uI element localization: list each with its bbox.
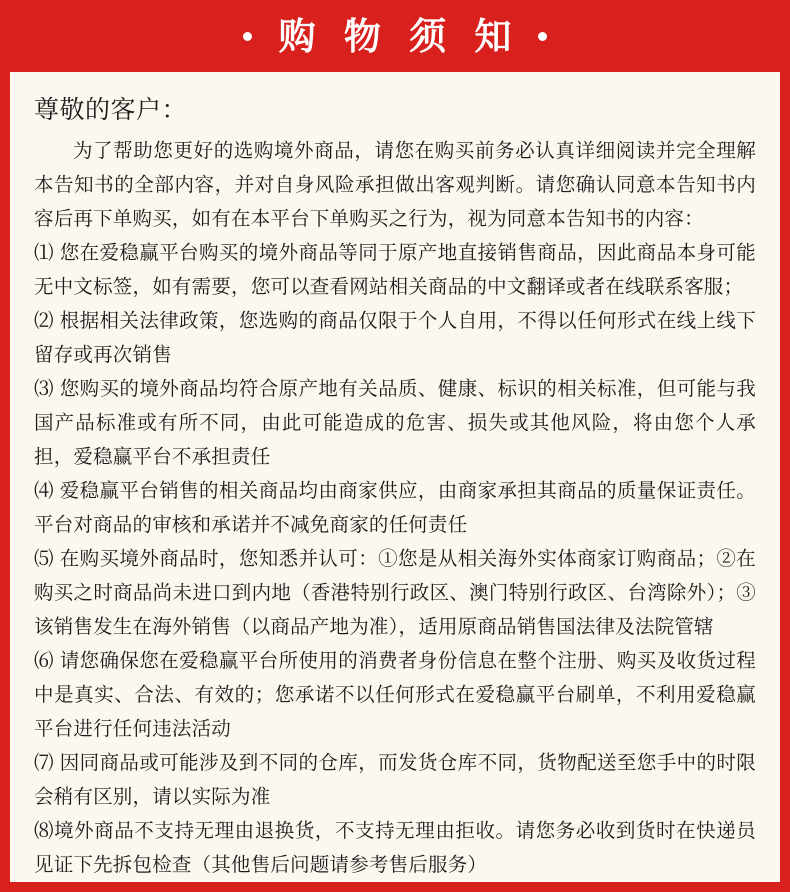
notice-body-card bbox=[10, 72, 780, 882]
bullet-dot-left-icon bbox=[243, 32, 252, 41]
clause-item: ⑹ 请您确保您在爱稳赢平台所使用的消费者身份信息在整个注册、购买及收货过程中是真实、合法、有效的；您承诺不以任何形式在爱稳赢平台刷单，不利用爱稳赢平台进行任何违法活动 bbox=[34, 649, 756, 740]
salutation: 尊敬的客户： bbox=[34, 96, 188, 124]
bullet-dot-right-icon bbox=[538, 32, 547, 41]
clause-item: ⑸ 在购买境外商品时，您知悉并认可：①您是从相关海外实体商家订购商品；②在购买之时商品尚未进口到内地（香港特别行政区、澳门特别行政区、台湾除外）；③该销售发生在海外销售（以商品产地为准），适用原商品销售国法律及法院管辖 bbox=[34, 547, 756, 638]
clause-item: ⑷ 爱稳赢平台销售的相关商品均由商家供应，由商家承担其商品的质量保证责任。平台对商品的审核和承诺并不减免商家的任何责任 bbox=[34, 479, 756, 536]
intro-paragraph: 为了帮助您更好的选购境外商品，请您在购买前务必认真详细阅读并完全理解本告知书的全部内容，并对自身风险承担做出客观判断。请您确认同意本告知书内容后再下单购买，如有在本平台下单购买之行为，视为同意本告知书的内容： bbox=[34, 139, 756, 230]
clause-item: ⑶ 您购买的境外商品均符合原产地有关品质、健康、标识的相关标准，但可能与我国产品标准或有所不同，由此可能造成的危害、损失或其他风险，将由您个人承担，爱稳赢平台不承担责任 bbox=[34, 377, 756, 468]
clause-item: ⑻境外商品不支持无理由退换货，不支持无理由拒收。请您务必收到货时在快递员见证下先拆包检查（其他售后问题请参考售后服务） bbox=[34, 819, 756, 876]
clause-item: ⑵ 根据相关法律政策，您选购的商品仅限于个人自用，不得以任何形式在线上线下留存或再次销售 bbox=[34, 309, 756, 366]
clause-item: ⑺ 因同商品或可能涉及到不同的仓库，而发货仓库不同，货物配送至您手中的时限会稍有区别，请以实际为准 bbox=[34, 751, 756, 808]
clause-item: ⑴ 您在爱稳赢平台购买的境外商品等同于原产地直接销售商品，因此商品本身可能无中文标签，如有需要，您可以查看网站相关商品的中文翻译或者在线联系客服； bbox=[34, 241, 756, 298]
page-header bbox=[0, 0, 790, 72]
page-title: 购 物 须 知 bbox=[278, 15, 521, 57]
